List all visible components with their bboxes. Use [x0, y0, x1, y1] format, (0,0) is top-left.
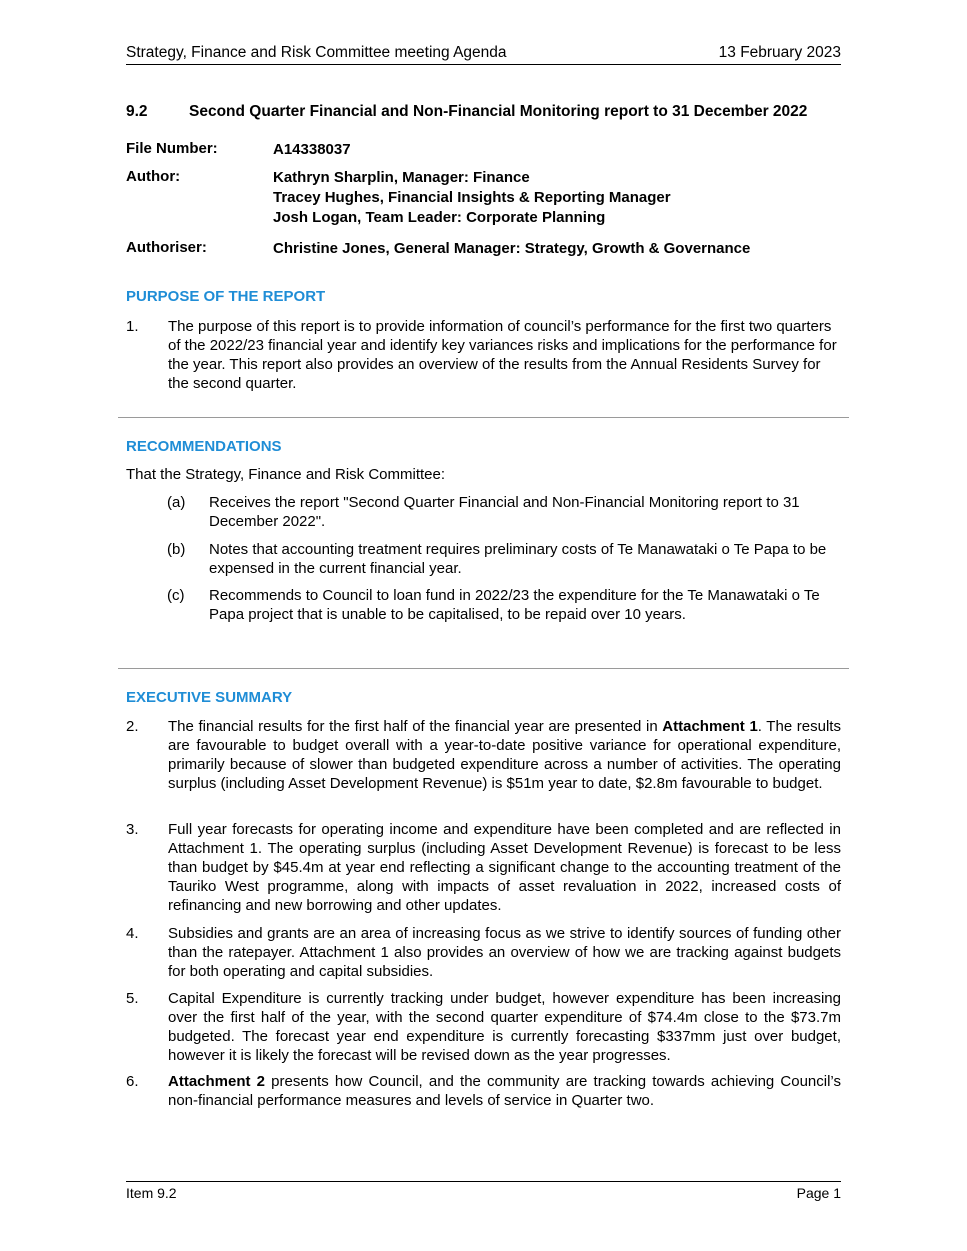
- text-run: presents how Council, and the community are tracking towards achieving Council’s non-financial performance measures and levels of service in Quarter two.: [168, 1073, 841, 1109]
- item-title: [126, 103, 807, 121]
- paragraph-text: [168, 1072, 841, 1110]
- footer-page-number: Page 1: [796, 1185, 841, 1201]
- executive-summary-heading: EXECUTIVE SUMMARY: [126, 689, 293, 706]
- header-meeting-title: Strategy, Finance and Risk Committee meeting Agenda: [126, 44, 507, 61]
- attachment-reference: Attachment 2: [168, 1073, 266, 1090]
- footer-item-number: Item 9.2: [126, 1185, 177, 1201]
- paragraph-number: 5.: [126, 990, 139, 1007]
- file-number-label: File Number:: [126, 140, 218, 157]
- text-run: . The results are favourable to budget overall with a year-to-date positive variance for operational expenditure, primarily because of slower than budgeted expenditure across a number of activities. The operating surplus (including Asset Development Revenue) is $51m year to date, $2.8m favourable to budget.: [168, 718, 841, 792]
- recommendations-heading: RECOMMENDATIONS: [126, 438, 282, 455]
- summary-paragraph: [126, 717, 841, 793]
- item-title-text: Second Quarter Financial and Non-Financial Monitoring report to 31 December 2022: [189, 103, 808, 120]
- recommendation-text: Notes that accounting treatment requires preliminary costs of Te Manawataki o Te Papa to be expensed in the current financial year.: [209, 541, 827, 577]
- authoriser-label: Authoriser:: [126, 239, 207, 256]
- summary-paragraph: [126, 924, 841, 981]
- author-list: [273, 168, 671, 228]
- paragraph-text: Capital Expenditure is currently tracking under budget, however expenditure has been increasing over the first half of the year, with the second quarter expenditure of $74.4m close to the $73.7m budgeted. The forecast year end expenditure is currently forecasting $337mm just over budget, however it is likely the forecast will be revised down as the year progresses.: [168, 990, 841, 1064]
- authoriser-value: Christine Jones, General Manager: Strategy, Growth & Governance: [273, 240, 751, 257]
- attachment-reference: Attachment 1: [662, 718, 758, 735]
- page-footer: [126, 1181, 841, 1201]
- paragraph-text: Full year forecasts for operating income and expenditure have been completed and are reflected in Attachment 1. The operating surplus (including Asset Development Revenue) is forecast to be less than budget by $45.4m at year end reflecting a significant change to the accounting treatment of the Tauriko West programme, along with impacts of asset revaluation in 2022, increased costs of refinancing and new borrowing and other updates.: [168, 821, 841, 914]
- author-name: Tracey Hughes, Financial Insights & Reporting Manager: [273, 189, 671, 206]
- author-label: Author:: [126, 168, 181, 185]
- file-number-value: A14338037: [273, 141, 351, 158]
- page-header: [126, 44, 841, 65]
- recommendations-intro: That the Strategy, Finance and Risk Committee:: [126, 466, 446, 483]
- author-name: Josh Logan, Team Leader: Corporate Planning: [273, 209, 606, 226]
- summary-paragraph: [126, 1072, 841, 1110]
- recommendation-text: Receives the report "Second Quarter Financial and Non-Financial Monitoring report to 31 December 2022".: [209, 494, 800, 530]
- header-date: 13 February 2023: [718, 44, 841, 61]
- paragraph-text: [168, 717, 841, 793]
- purpose-heading: PURPOSE OF THE REPORT: [126, 288, 326, 305]
- recommendation-item: [167, 540, 841, 578]
- paragraph-number: 1.: [126, 318, 139, 335]
- section-divider: [118, 417, 849, 418]
- paragraph-number: 6.: [126, 1073, 139, 1090]
- text-run: The financial results for the first half of the financial year are presented in: [168, 718, 663, 735]
- paragraph-text: The purpose of this report is to provide information of council’s performance for the first two quarters of the 2022/23 financial year and identify key variances risks and implications for the performance for the year. This report also provides an overview of the results from the Annual Residents Survey for the second quarter.: [168, 318, 837, 392]
- summary-paragraph: [126, 820, 841, 915]
- item-number: 9.2: [126, 103, 148, 120]
- recommendation-item: [167, 493, 841, 531]
- recommendation-letter: (b): [167, 541, 186, 558]
- summary-paragraph: [126, 989, 841, 1065]
- recommendation-item: [167, 586, 841, 624]
- paragraph-number: 2.: [126, 718, 139, 735]
- paragraph-number: 4.: [126, 925, 139, 942]
- section-divider: [118, 668, 849, 669]
- author-name: Kathryn Sharplin, Manager: Finance: [273, 169, 530, 186]
- paragraph-number: 3.: [126, 821, 139, 838]
- purpose-paragraph: [126, 317, 841, 393]
- paragraph-text: Subsidies and grants are an area of increasing focus as we strive to identify sources of funding other than the ratepayer. Attachment 1 also provides an overview of how we are tracking against budgets for both operating and capital subsidies.: [168, 925, 841, 980]
- recommendation-text: Recommends to Council to loan fund in 2022/23 the expenditure for the Te Manawataki o Te Papa project that is unable to be capitalised, to be repaid over 10 years.: [209, 587, 820, 623]
- recommendation-letter: (a): [167, 494, 186, 511]
- recommendation-letter: (c): [167, 587, 185, 604]
